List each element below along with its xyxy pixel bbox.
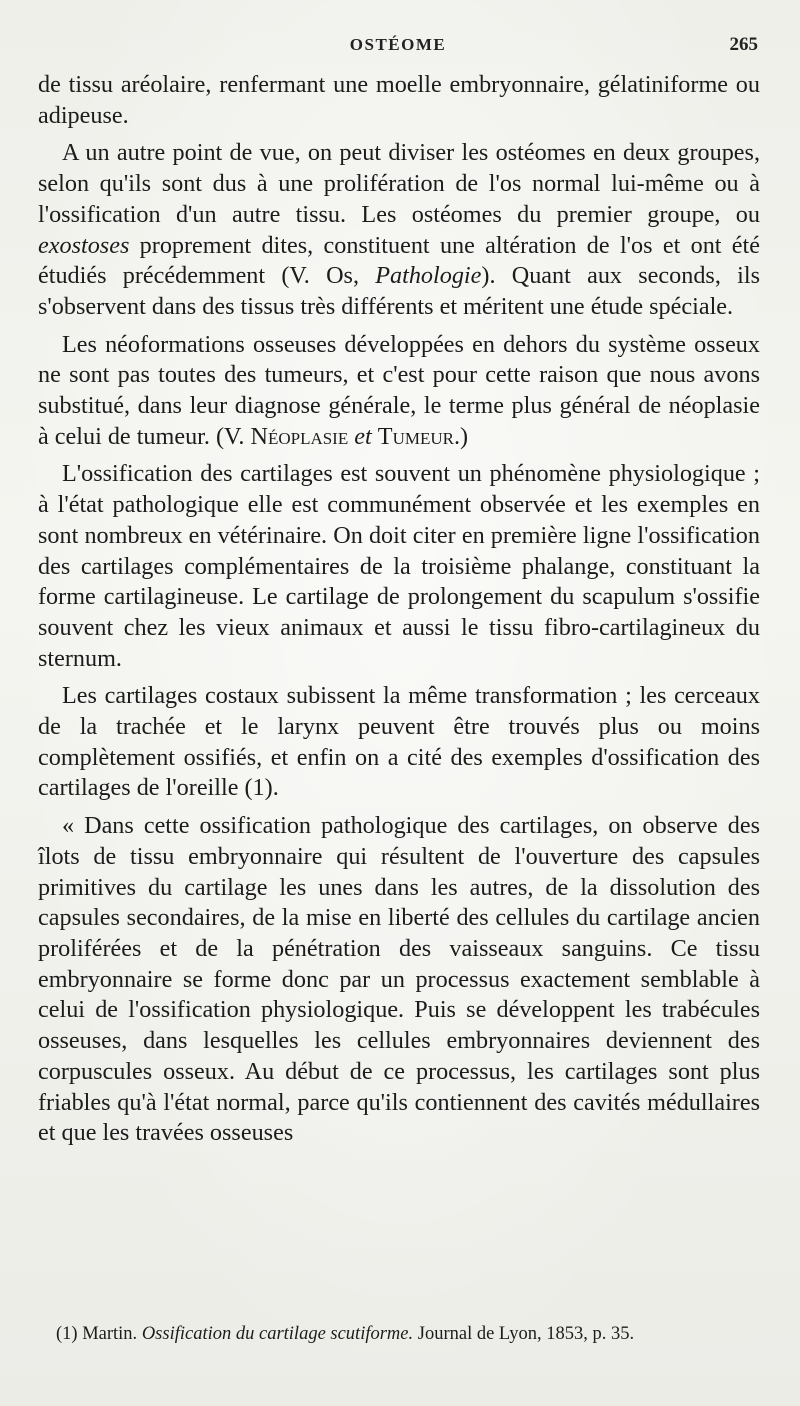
term-neoplasie: Néoplasie: [250, 422, 349, 450]
footnote: [38, 1322, 760, 1347]
paragraph-2: [38, 138, 760, 322]
paragraph-3: [38, 330, 760, 453]
body-text: [38, 70, 760, 1149]
paragraph-6: « Dans cette ossification pathologique des cartilages, on observe des îlots de tissu embryonnaire qui résultent de l'ouverture des capsules primitives du cartilage les unes dans les autres, de la dissolution des capsules secondaires, de la mise en liberté des cellules du cartilage ancien proliférées et de la pénétration des vaisseaux sanguins. Ce tissu embryonnaire se forme donc par un processus exactement semblable à celui de l'ossification physiologique. Puis se développent les trabécules osseuses, dans lesquelles les cellules embryonnaires deviennent des corpuscules osseux. Au début de ce processus, les cartilages sont plus friables qu'à l'état normal, parce qu'ils contiennent des cavités médullaires et que les travées osseuses: [38, 812, 760, 1147]
footnote-title: Ossification du cartilage scutiforme.: [141, 1324, 414, 1344]
paragraph-2-text-e: ). Quant aux seconds, ils s'observent dans des tissus très différents et méritent une étude spéciale.: [38, 262, 760, 320]
paragraph-4: L'ossification des cartilages est souvent un phénomène physiologique ; à l'état pathologique elle est communément observée et les exemples en sont nombreux en vétérinaire. On doit citer en première ligne l'ossification des cartilages complémentaires de la troisième phalange, constituant la forme cartilagineuse. Le cartilage de prolongement du scapulum s'ossifie souvent chez les vieux animaux et aussi le tissu fibro-cartilagineux du sternum.: [38, 460, 760, 672]
paragraph-2-text-a: A un autre point de vue, on peut diviser les ostéomes en deux groupes, selon qu'ils sont dus à une prolifération de l'os normal lui-même ou à l'ossification d'un autre tissu. Les ostéomes du premier groupe, ou: [38, 139, 760, 228]
footnote-source: Journal de Lyon, 1853, p. 35.: [413, 1324, 635, 1344]
paragraph-3-et: et: [348, 422, 378, 450]
paragraph-3-text-a: Les néoformations osseuses développées en dehors du système osseux ne sont pas toutes des tumeurs, et c'est pour cette raison que nous avons substitué, dans leur diagnose générale, le terme plus général de néoplasie à celui de tumeur. (V.: [38, 330, 760, 450]
term-exostoses: exostoses: [38, 231, 130, 259]
paragraph-5: Les cartilages costaux subissent la même transformation ; les cerceaux de la trachée et le larynx peuvent être trouvés plus ou moins complètement ossifiés, et enfin on a cité des exemples d'ossification des cartilages de l'oreille (1).: [38, 682, 760, 802]
paragraph-1: de tissu aréolaire, renfermant une moelle embryonnaire, gélatiniforme ou adipeuse.: [38, 71, 760, 129]
running-title: OSTÉOME: [349, 35, 447, 54]
page-number: 265: [729, 34, 758, 55]
paragraph-2-text-c: proprement dites, constituent une altération de l'os et ont été étudiés précédemment (V. Os,: [38, 231, 760, 290]
page-header: [38, 32, 758, 58]
paragraph-3-text-e: .): [453, 422, 469, 450]
term-pathologie: Pathologie: [375, 262, 482, 290]
footnote-marker: (1) Martin.: [56, 1324, 142, 1344]
term-tumeur: Tumeur: [377, 422, 454, 450]
